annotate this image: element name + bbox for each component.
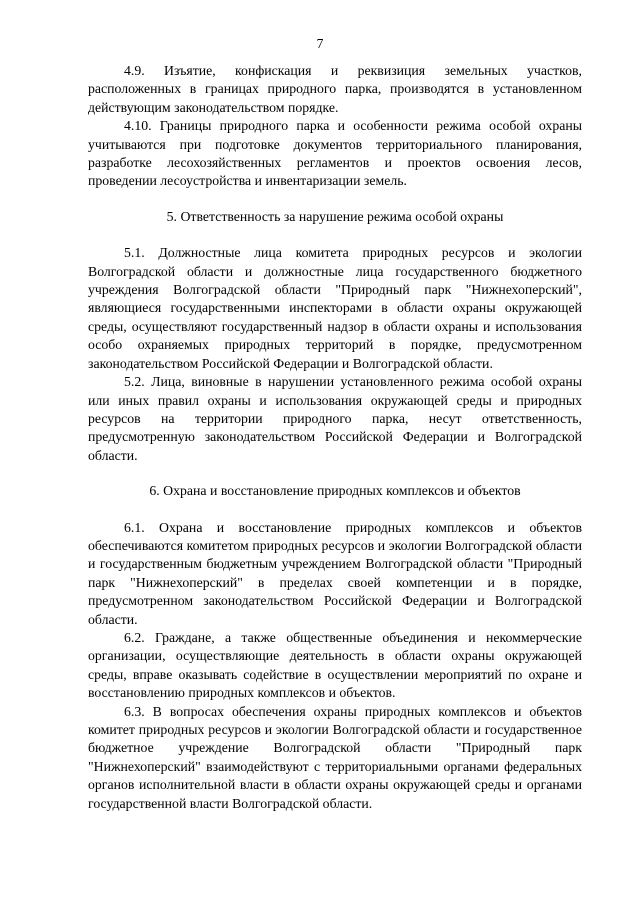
paragraph-4-9: 4.9. Изъятие, конфискация и реквизиция земельных участков, расположенных в границах природного парка, производятся в установленном действующим законодательством порядке. [88, 63, 582, 115]
paragraph-6-1: 6.1. Охрана и восстановление природных комплексов и объектов обеспечиваются комитетом природных ресурсов и экологии Волгоградской области и государственным бюджетным учреждением Волгоградской области "Природный парк "Нижнехоперский" в пределах своей компетенции и в порядке, предусмотренном законодательством Российской Федерации и Волгоградской области. [88, 519, 582, 627]
paragraph-6-3: 6.3. В вопросах обеспечения охраны природных комплексов и объектов комитет природных ресурсов и экологии Волгоградской области и государственное бюджетное учреждение Волгоградской области "Природный парк "Нижнехоперский" взаимодействуют с территориальными органами федеральных органов исполнительной власти в области охраны окружающей среды и органами государственной власти Волгоградской области. [88, 703, 582, 811]
section-heading-5: 5. Ответственность за нарушение режима особой охраны [166, 208, 504, 224]
page-number: 7 [316, 36, 324, 51]
document-body [88, 62, 582, 813]
paragraph-4-10: 4.10. Границы природного парка и особенности режима особой охраны учитываются при подготовке документов территориального планирования, разработке лесохозяйственных регламентов и проектов освоения лесов, проведении лесоустройства и инвентаризации земель. [88, 118, 582, 189]
spacer [88, 226, 582, 244]
spacer [88, 465, 582, 482]
paragraph-5-1: 5.1. Должностные лица комитета природных ресурсов и экологии Волгоградской области и должностные лица государственного бюджетного учреждения Волгоградской области "Природный парк "Нижнехоперский", являющиеся государственными инспекторами в области охраны окружающей среды, осуществляют государственный надзор в области охраны и использования особо охраняемых природных территорий в порядке, предусмотренном законодательством Российской Федерации и Волгоградской области. [88, 245, 582, 371]
spacer [88, 501, 582, 519]
spacer [88, 191, 582, 208]
section-heading-6: 6. Охрана и восстановление природных комплексов и объектов [149, 483, 521, 499]
paragraph-6-2: 6.2. Граждане, а также общественные объединения и некоммерческие организации, осуществляющие деятельность в области охраны окружающей среды, вправе оказывать содействие в осуществлении мероприятий по охране и восстановлению природных комплексов и объектов. [88, 629, 582, 701]
paragraph-5-2: 5.2. Лица, виновные в нарушении установленного режима особой охраны или иных правил охраны и использования окружающей среды и природных ресурсов на территории природного парка, несут ответственность, предусмотренную законодательством Российской Федерации и Волгоградской области. [88, 374, 582, 463]
